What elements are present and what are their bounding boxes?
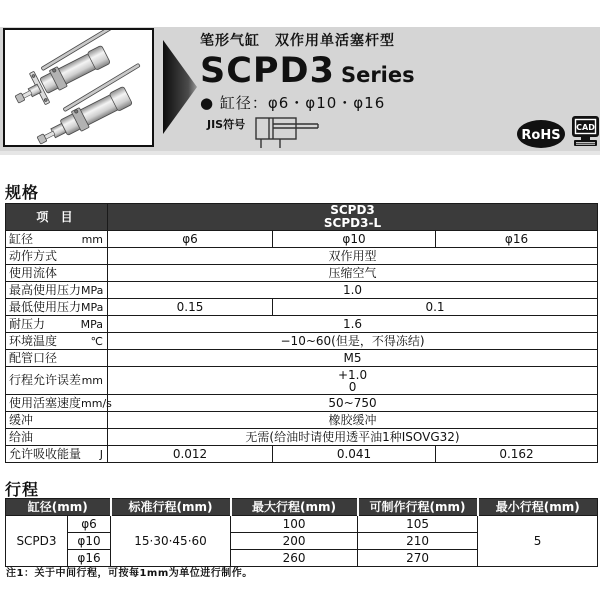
footnote: 注1：关于中间行程，可按每1mm为单位进行制作。 — [6, 568, 253, 579]
spec-value: 无需(给油时请使用透平油1种ISOVG32) — [108, 429, 598, 446]
spec-row — [6, 367, 598, 395]
spec-section-heading: 规格 — [5, 183, 40, 202]
series-title — [200, 53, 530, 89]
stroke-header-producible: 可制作行程(mm) — [358, 499, 478, 516]
stroke-bore: φ10 — [68, 533, 111, 550]
spec-model-line1: SCPD3 — [330, 203, 375, 217]
stroke-bore: φ6 — [68, 516, 111, 533]
rohs-badge-icon — [517, 120, 565, 148]
spec-table-body — [6, 204, 598, 463]
spec-model-line2: SCPD3-L — [323, 216, 382, 230]
stroke-standard: 15·30·45·60 — [111, 516, 231, 567]
spec-value: 0.012 — [108, 446, 273, 463]
spec-row-label: 动作方式 — [6, 248, 108, 265]
stroke-max: 100 — [231, 516, 358, 533]
title-block — [200, 30, 530, 113]
spec-header-item: 项 目 — [6, 204, 108, 231]
spec-row-label: 缓冲 — [6, 412, 108, 429]
spec-value: 0.15 — [108, 299, 273, 316]
spec-header-model — [108, 204, 598, 231]
spec-row — [6, 265, 598, 282]
spec-row — [6, 282, 598, 299]
spec-value: 双作用型 — [108, 248, 598, 265]
spec-value: φ10 — [273, 231, 436, 248]
stroke-max: 260 — [231, 550, 358, 567]
stroke-producible: 270 — [358, 550, 478, 567]
spec-value: +1.0 0 — [108, 367, 598, 395]
spec-value: 50~750 — [108, 395, 598, 412]
pen-cylinder-illustration — [5, 30, 152, 145]
spec-row — [6, 395, 598, 412]
stroke-section-heading: 行程 — [5, 480, 40, 499]
spec-row-label: 环境温度 ℃ — [6, 333, 108, 350]
jis-symbol-block — [207, 113, 245, 132]
spec-row — [6, 429, 598, 446]
stroke-producible: 105 — [358, 516, 478, 533]
stroke-table — [5, 498, 598, 567]
spec-value: 压缩空气 — [108, 265, 598, 282]
spec-row-label: 最高使用压力 MPa — [6, 282, 108, 299]
spec-row — [6, 333, 598, 350]
series-name: SCPD3 — [200, 51, 335, 91]
spec-value: 0.041 — [273, 446, 436, 463]
cad-badge-icon — [572, 116, 599, 146]
stroke-header-standard: 标准行程(mm) — [111, 499, 231, 516]
stroke-row — [6, 516, 598, 533]
spec-row-label: 给油 — [6, 429, 108, 446]
spec-row — [6, 299, 598, 316]
spec-value: M5 — [108, 350, 598, 367]
spec-row — [6, 248, 598, 265]
spec-row-label: 行程允许误差 mm — [6, 367, 108, 395]
spec-row-label: 允许吸收能量 J — [6, 446, 108, 463]
product-subtitle: 笔形气缸 双作用单活塞杆型 — [200, 33, 395, 49]
stroke-producible: 210 — [358, 533, 478, 550]
spec-row — [6, 316, 598, 333]
spec-value: φ6 — [108, 231, 273, 248]
series-suffix: Series — [340, 63, 415, 87]
spec-value: 0.162 — [436, 446, 598, 463]
spec-row-label: 配管口径 — [6, 350, 108, 367]
stroke-min: 5 — [478, 516, 598, 567]
spec-row-label: 使用流体 — [6, 265, 108, 282]
banner-arrow-icon — [163, 40, 199, 134]
certification-badges — [516, 113, 600, 151]
spec-row — [6, 231, 598, 248]
bore-sizes: ● 缸径：φ6・φ10・φ16 — [200, 94, 386, 112]
stroke-max: 200 — [231, 533, 358, 550]
spec-value: 橡胶缓冲 — [108, 412, 598, 429]
product-photo — [3, 28, 154, 147]
jis-cylinder-symbol-icon — [255, 115, 321, 155]
spec-row — [6, 446, 598, 463]
spec-row-label: 最低使用压力 MPa — [6, 299, 108, 316]
stroke-header-row — [6, 499, 598, 516]
spec-value: −10~60(但是，不得冻结) — [108, 333, 598, 350]
spec-value: 1.6 — [108, 316, 598, 333]
stroke-header-min: 最小行程(mm) — [478, 499, 598, 516]
spec-value: 1.0 — [108, 282, 598, 299]
spec-value: φ16 — [436, 231, 598, 248]
jis-label: JIS符号 — [207, 118, 246, 131]
spec-row-label: 使用活塞速度 mm/s — [6, 395, 108, 412]
stroke-model: SCPD3 — [6, 516, 68, 567]
spec-table — [5, 203, 598, 463]
spec-value: 0.1 — [273, 299, 598, 316]
spec-row — [6, 412, 598, 429]
spec-row — [6, 350, 598, 367]
spec-header-row — [6, 204, 598, 231]
rohs-text: RoHS — [521, 128, 561, 143]
spec-row-label: 耐压力 MPa — [6, 316, 108, 333]
stroke-header-max: 最大行程(mm) — [231, 499, 358, 516]
stroke-bore: φ16 — [68, 550, 111, 567]
stroke-header-bore: 缸径(mm) — [6, 499, 111, 516]
spec-row-label: 缸径 mm — [6, 231, 108, 248]
stroke-table-body — [6, 499, 598, 567]
cad-text: CAD — [576, 123, 595, 132]
